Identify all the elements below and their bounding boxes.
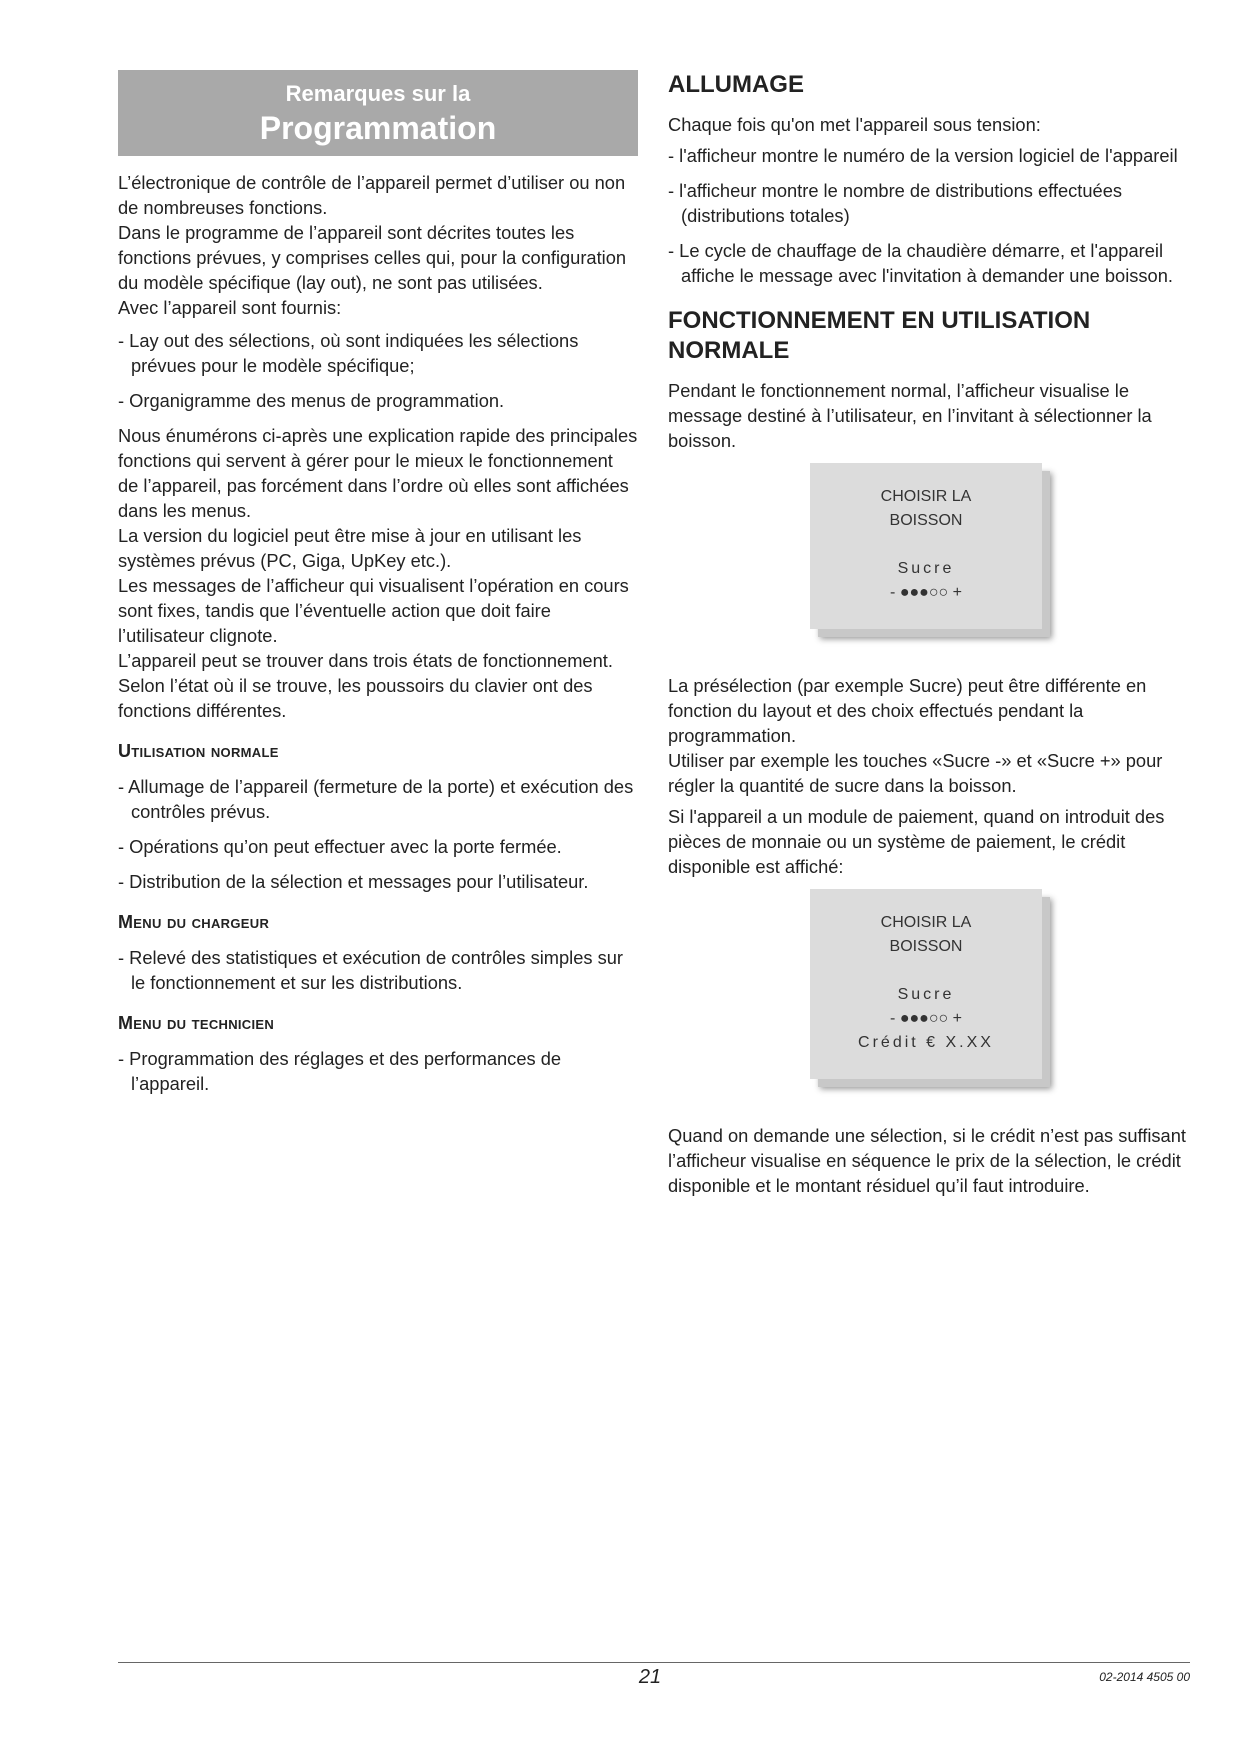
- credit-block: [668, 1123, 1190, 1198]
- list-item: - Lay out des sélections, où sont indiquées les sélections prévues pour le modèle spécifique;: [118, 330, 579, 376]
- display-sugar-level: - ●●●○○ +: [890, 1010, 962, 1027]
- list-item: - Allumage de l’appareil (fermeture de la porte) et exécution des contrôles prévus.: [118, 776, 634, 822]
- list-item: - Opérations qu’on peut effectuer avec la porte fermée.: [118, 836, 562, 857]
- list-item: - Organigramme des menus de programmation.: [118, 390, 505, 411]
- right-column: [668, 70, 1190, 1204]
- heading-allumage: ALLUMAGE: [668, 71, 804, 98]
- list-item: - Distribution de la sélection et messages pour l’utilisateur.: [118, 871, 589, 892]
- display-line: BOISSON: [889, 512, 963, 529]
- section-title-box: [118, 70, 638, 156]
- paragraph: L’électronique de contrôle de l’appareil permet d’utiliser ou non de nombreuses fonctions.: [118, 172, 626, 218]
- list-item: - Relevé des statistiques et exécution de contrôles simples sur le fonctionnement et sur les distributions.: [118, 947, 624, 993]
- paragraph: Avec l’appareil sont fournis:: [118, 297, 342, 318]
- document-reference: 02-2014 4505 00: [1099, 1670, 1190, 1684]
- page-title: Programmation: [259, 110, 497, 146]
- intro-block: [118, 170, 638, 320]
- paragraph: L’appareil peut se trouver dans trois états de fonctionnement.: [118, 650, 613, 671]
- display-line: BOISSON: [889, 938, 963, 955]
- subsection-heading-chargeur: Menu du chargeur: [118, 912, 270, 932]
- subsection-heading-technicien: Menu du technicien: [118, 1013, 275, 1033]
- left-column: [118, 70, 638, 1106]
- footer-divider: [118, 1662, 1190, 1663]
- paragraph: Utiliser par exemple les touches «Sucre -» et «Sucre +» pour régler la quantité de sucre dans la boisson.: [668, 750, 1163, 796]
- subsection-heading-utilisation: Utilisation normale: [118, 741, 279, 761]
- paragraph: Si l'appareil a un module de paiement, quand on introduit des pièces de monnaie ou un système de paiement, le crédit disponible est affiché:: [668, 806, 1165, 877]
- display-line: Sucre: [897, 986, 955, 1003]
- display-line: Sucre: [897, 560, 955, 577]
- display-line: CHOISIR LA: [880, 488, 972, 505]
- page-number: 21: [638, 1666, 662, 1688]
- display-screen-1: [810, 463, 1042, 629]
- paragraph: Les messages de l’afficheur qui visualisent l’opération en cours sont fixes, tandis que l’éventuelle action que doit faire l’utilisateur clignote.: [118, 575, 629, 646]
- list-item: - Le cycle de chauffage de la chaudière démarre, et l'appareil affiche le message avec l'invitation à demander une boisson.: [668, 240, 1173, 286]
- paragraph: Selon l’état où il se trouve, les poussoirs du clavier ont des fonctions différentes.: [118, 675, 593, 721]
- paragraph: Dans le programme de l’appareil sont décrites toutes les fonctions prévues, y comprises celles qui, pour la configuration du modèle spécifique (lay out), ne sont pas utilisées.: [118, 222, 627, 293]
- list-item: - l'afficheur montre le numéro de la version logiciel de l'appareil: [668, 145, 1178, 166]
- paragraph: Chaque fois qu'on met l'appareil sous tension:: [668, 114, 1041, 135]
- presel-block: [668, 673, 1190, 879]
- paragraph: Nous énumérons ci-après une explication rapide des principales fonctions qui servent à gérer pour le mieux le fonctionnement de l’appareil, pas forcément dans l’ordre où elles sont affichées dans les menus.: [118, 425, 638, 521]
- display-screen-2: [810, 889, 1042, 1079]
- paragraph: Quand on demande une sélection, si le crédit n’est pas suffisant l’afficheur visualise en séquence le prix de la sélection, le crédit disponible et le montant résiduel qu’il faut introduire.: [668, 1125, 1186, 1196]
- paragraph: La présélection (par exemple Sucre) peut être différente en fonction du layout et des choix effectués pendant la programmation.: [668, 675, 1147, 746]
- display-credit: Crédit € X.XX: [858, 1034, 994, 1051]
- list-item: - l'afficheur montre le nombre de distributions effectuées (distributions totales): [668, 180, 1122, 226]
- title-subtitle: Remarques sur la: [285, 81, 471, 106]
- paragraph: Pendant le fonctionnement normal, l’afficheur visualise le message destiné à l’utilisateur, en l’invitant à sélectionner la boisson.: [668, 380, 1152, 451]
- display-line: CHOISIR LA: [880, 914, 972, 931]
- list-item: - Programmation des réglages et des performances de l’appareil.: [118, 1048, 562, 1094]
- body-block: [118, 423, 638, 723]
- heading-fonctionnement: FONCTIONNEMENT EN UTILISATION NORMALE: [668, 307, 1091, 364]
- display-sugar-level: - ●●●○○ +: [890, 584, 962, 601]
- paragraph: La version du logiciel peut être mise à jour en utilisant les systèmes prévus (PC, Giga, UpKey etc.).: [118, 525, 582, 571]
